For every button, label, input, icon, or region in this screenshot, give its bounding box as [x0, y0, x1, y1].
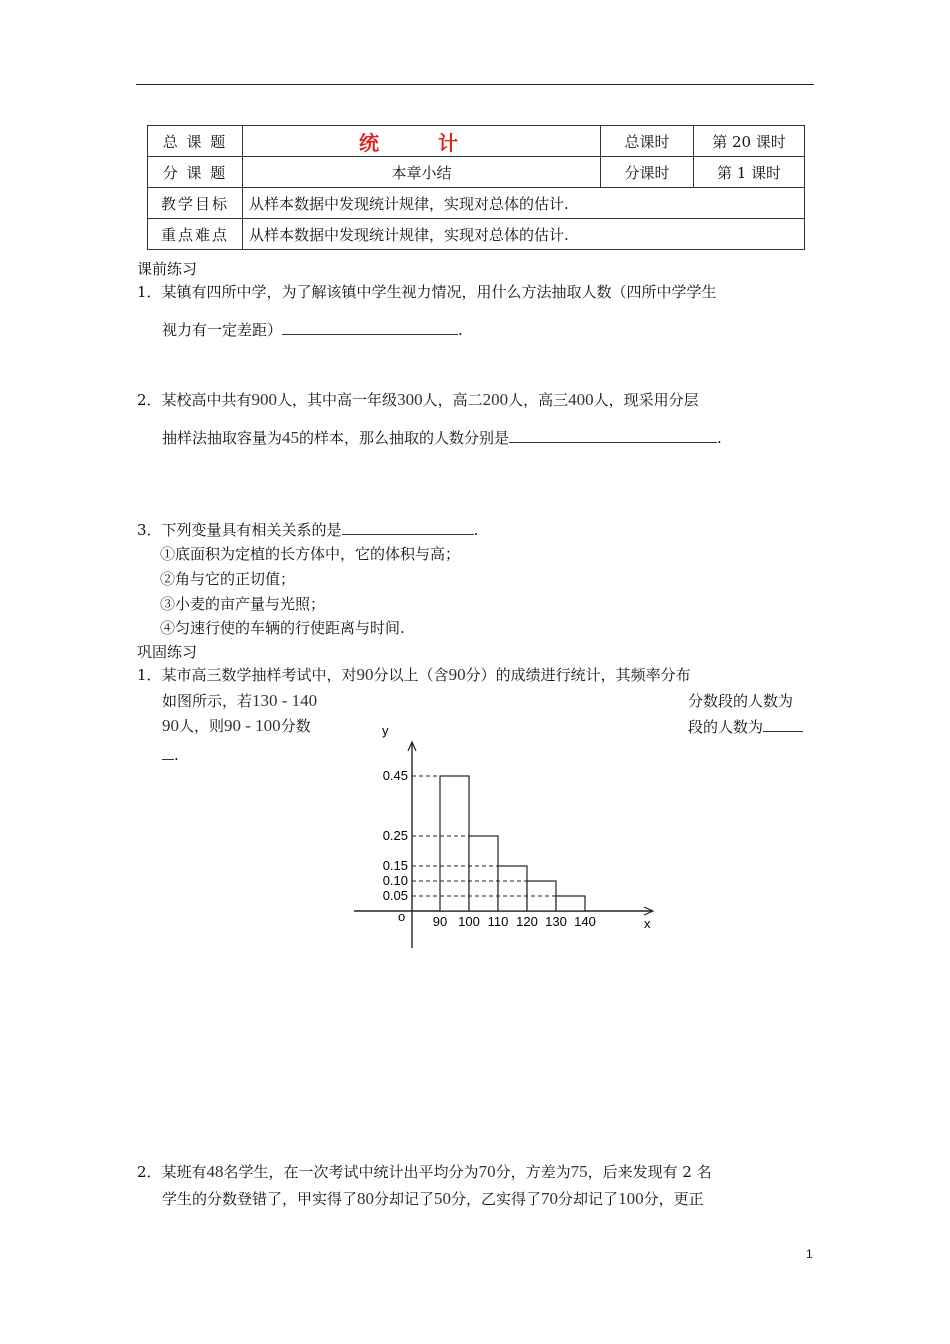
sub-hours-value: 第 1 课时 [694, 157, 805, 188]
s1-q2-text: 人，高三 [508, 391, 569, 409]
s2-q2-text: 分，乙实得了 [451, 1190, 542, 1208]
s2-q2-number: 100 [618, 1189, 644, 1208]
sub-topic-title: 本章小结 [243, 157, 601, 188]
s1-q1-line2 [162, 318, 463, 341]
goals-label: 教学目标 [148, 188, 243, 219]
s1-q3-text: 3．下列变量具有相关关系的是 [137, 521, 342, 539]
lesson-header-table [147, 125, 805, 250]
s2-q2-text: 分却记了 [558, 1190, 619, 1208]
s1-q2-text: 的样本，那么抽取的人数分别是 [299, 429, 510, 447]
x-tick-label: 100 [458, 914, 480, 929]
sub-topic-label: 分 课 题 [148, 157, 243, 188]
s1-q3-option-3: ③小麦的亩产量与光照； [160, 595, 326, 613]
s1-q2-end: . [717, 429, 722, 447]
s2-q2-number: 80 [357, 1189, 375, 1208]
s2-q2-line2 [162, 1188, 704, 1210]
s2-q1-range: 90 - 100 [224, 716, 281, 735]
s2-q1-number: 90 [356, 665, 374, 684]
s2-q2-text: 分，更正 [643, 1190, 704, 1208]
header-row-sub-topic [148, 157, 805, 188]
s2-q2-line1 [137, 1161, 712, 1183]
y-axis-label: y [382, 723, 389, 738]
s1-q1-line2-text: 视力有一定差距） [162, 321, 283, 339]
top-rule [136, 84, 814, 85]
s1-q3-option-1: ①底面积为定植的长方体中，它的体积与高； [160, 545, 461, 563]
s2-q1-text: 分以上（含 [373, 666, 449, 684]
s1-q1-end: . [458, 321, 463, 339]
s2-q2-number: 70 [478, 1162, 496, 1181]
key-points-label: 重点难点 [148, 219, 243, 250]
s2-q1-text: 人，则 [179, 717, 225, 735]
total-hours-label: 总课时 [601, 126, 694, 157]
answer-blank[interactable] [342, 518, 474, 535]
s2-q2-number: 70 [541, 1189, 559, 1208]
s1-q3-option-4: ④匀速行使的车辆的行使距离与时间. [160, 619, 405, 637]
s1-q2-text: 人，其中高一年级 [277, 391, 398, 409]
page-number: 1 [806, 1247, 813, 1261]
x-tick-label: 140 [574, 914, 596, 929]
s1-q2-number: 45 [282, 428, 300, 447]
answer-blank[interactable] [282, 318, 458, 335]
s2-q1-number: 90 [448, 665, 466, 684]
s2-q2-text: 学生的分数登错了，甲实得了 [162, 1190, 358, 1208]
s1-q2-number: 200 [482, 390, 509, 409]
origin-label: o [398, 909, 406, 924]
answer-blank[interactable] [162, 743, 174, 760]
s1-q2-number: 300 [397, 390, 423, 409]
histogram-bar [469, 836, 498, 911]
histogram-bar [556, 896, 585, 911]
x-tick-label: 120 [516, 914, 538, 929]
s1-q2-line1 [137, 389, 699, 411]
histogram-layer [354, 723, 653, 948]
sub-hours-label: 分课时 [601, 157, 694, 188]
goals-text: 从样本数据中发现统计规律，实现对总体的估计. [243, 188, 805, 219]
key-points-text: 从样本数据中发现统计规律，实现对总体的估计. [243, 219, 805, 250]
s2-q2-text: 2．某班有 [137, 1163, 207, 1181]
s2-q1-text: 1．某市高三数学抽样考试中，对 [137, 666, 357, 684]
s1-q3-option-2: ②角与它的正切值； [160, 570, 296, 588]
s2-q2-number: 50 [434, 1189, 452, 1208]
s2-q1-line3 [162, 715, 311, 737]
y-tick-label: 0.45 [382, 768, 408, 783]
header-row-total-topic [148, 126, 805, 157]
s2-q2-number: 48 [206, 1162, 224, 1181]
s2-q1-text: 分数 [280, 717, 311, 735]
histogram-bar [498, 866, 527, 911]
s1-q1-line1: 1．某镇有四所中学，为了解该镇中学生视力情况，用什么方法抽取人数（四所中学学生 [137, 283, 717, 301]
s2-q1-text: 段的人数为 [688, 718, 764, 736]
s2-q1-range: 130 - 140 [252, 691, 318, 710]
y-tick-label: 0.05 [382, 888, 408, 903]
s2-q1-text: 如图所示，若 [162, 692, 253, 710]
s2-q1-line2 [162, 690, 317, 712]
s1-q2-text: 人，现采用分层 [593, 391, 699, 409]
total-topic-label: 总 课 题 [148, 126, 243, 157]
s2-q1-line4 [162, 743, 179, 766]
s2-q2-text: ，后来发现有 2 名 [587, 1163, 712, 1181]
y-tick-label: 0.15 [382, 858, 408, 873]
s1-q2-number: 400 [568, 390, 594, 409]
frequency-histogram [340, 715, 670, 955]
y-tick-label: 0.25 [382, 828, 408, 843]
s2-q2-number: 75 [570, 1162, 588, 1181]
s2-q1-line3-right [688, 715, 803, 738]
s2-q2-text: 分却记了 [374, 1190, 435, 1208]
answer-blank[interactable] [763, 715, 803, 732]
section-consolidation-title: 巩固练习 [137, 643, 198, 661]
x-tick-label: 90 [432, 914, 448, 929]
histogram-bar [440, 776, 469, 911]
s1-q3-line1 [137, 518, 478, 541]
header-row-key-points [148, 219, 805, 250]
total-topic-title: 统 计 [243, 126, 601, 157]
s2-q1-number: 90 [162, 716, 179, 735]
total-hours-value: 第 20 课时 [694, 126, 805, 157]
s1-q2-line2 [162, 426, 722, 449]
s2-q2-text: 分，方差为 [495, 1163, 571, 1181]
s1-q2-text: 抽样法抽取容量为 [162, 429, 283, 447]
s2-q1-end: . [174, 746, 179, 764]
answer-blank[interactable] [509, 426, 717, 443]
section-pre-class-title: 课前练习 [137, 260, 198, 278]
s2-q1-text: 分）的成绩进行统计，其频率分布 [465, 666, 691, 684]
x-tick-label: 130 [545, 914, 567, 929]
y-tick-label: 0.10 [382, 873, 408, 888]
s2-q1-line1 [137, 664, 691, 686]
s1-q2-text: 人，高二 [422, 391, 483, 409]
s1-q3-end: . [473, 521, 479, 539]
x-axis-label: x [644, 916, 651, 931]
s2-q2-text: 名学生，在一次考试中统计出平均分为 [223, 1163, 479, 1181]
x-tick-label: 110 [487, 914, 509, 929]
s2-q1-line2-right: 分数段的人数为 [688, 692, 794, 710]
header-row-goals [148, 188, 805, 219]
s1-q2-number: 900 [251, 390, 278, 409]
s1-q2-text: 2．某校高中共有 [137, 391, 252, 409]
